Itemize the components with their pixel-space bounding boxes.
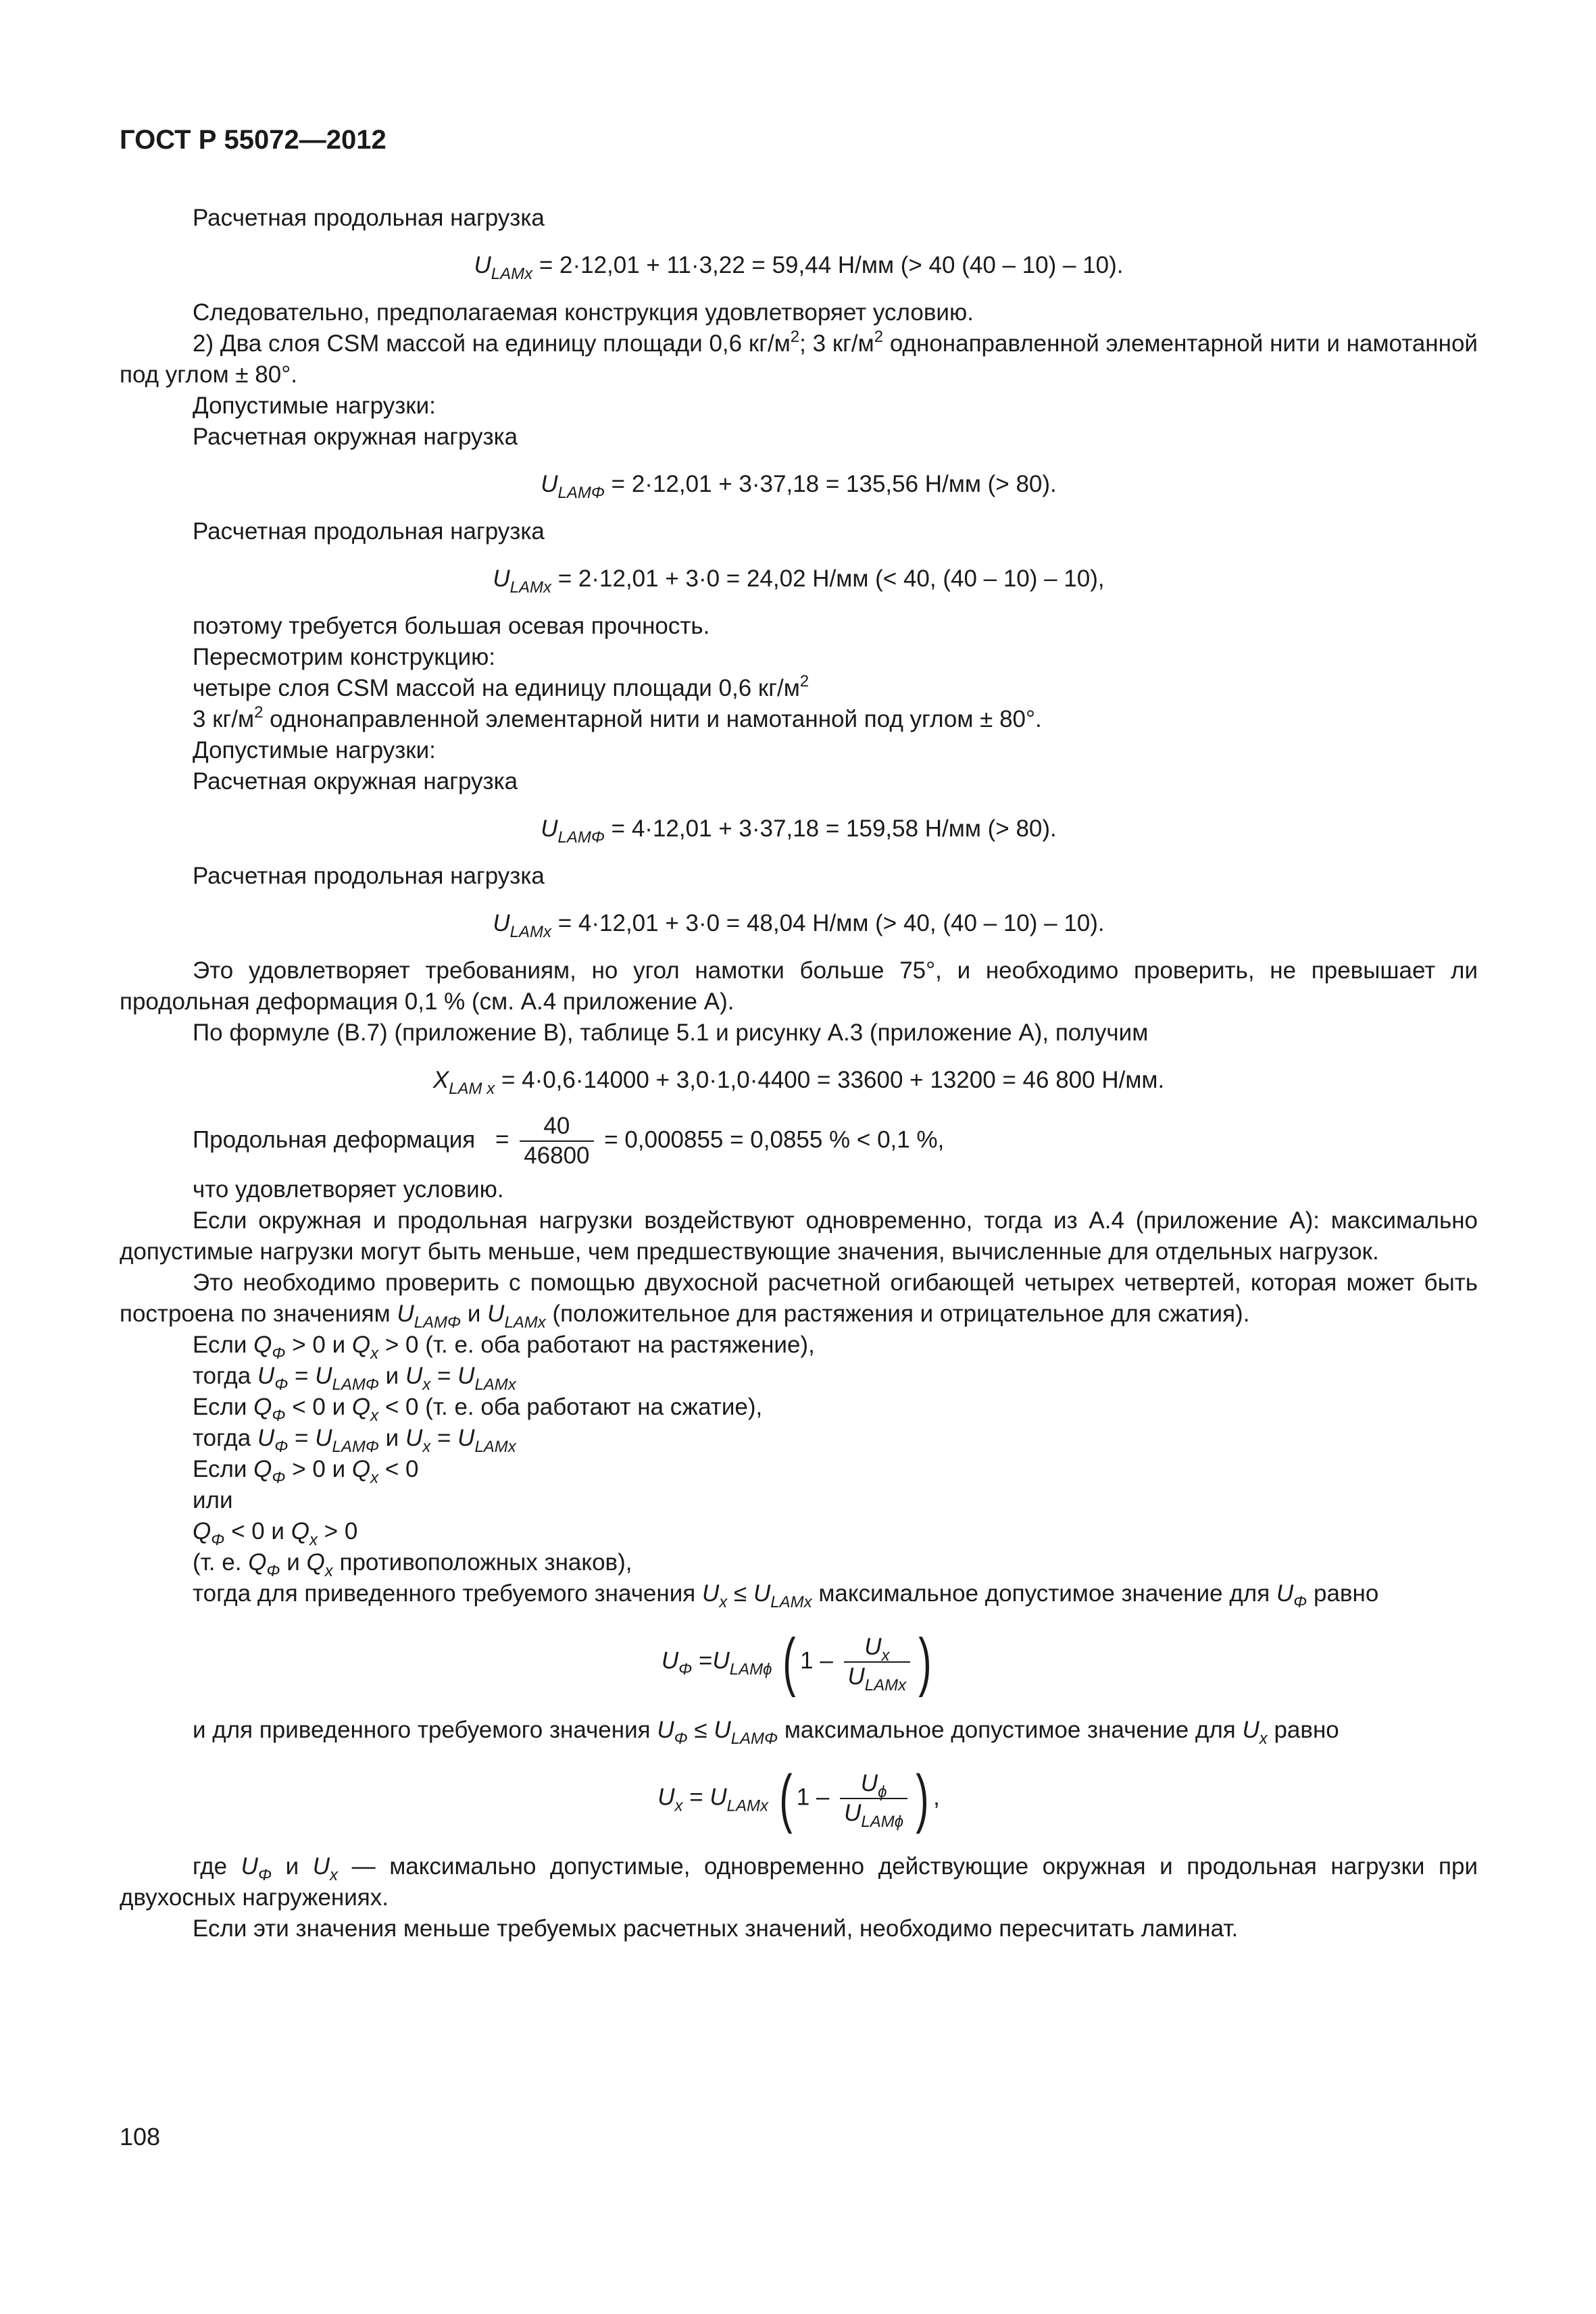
equation-u-lamx-3: $U_{LAMx} = 4\cdot 12,01 + 3\cdot 0 = 48,04$ Н/мм (> 40, (40 – 10) – 10).	[493, 910, 1105, 941]
equation-u-phi: $U_\Phi =U_{LAM\phi}$ ( 1 – $\frac{U_x}{U_{LAMx}}$ )	[661, 1626, 932, 1698]
page-body	[120, 203, 1478, 1944]
condition-line: Если $Q_\Phi < 0$ и $Q_x < 0$ (т. е. оба работают на сжатие),	[193, 1394, 763, 1425]
condition-line: тогда $U_\Phi = U_{LAM\Phi}$ и $U_x = U_{LAMx}$	[193, 1425, 516, 1456]
paragraph: Следовательно, предполагаемая конструкция удовлетворяет условию.	[193, 299, 974, 326]
paragraph: четыре слоя CSM массой на единицу площади 0,6 $кг/м^2$	[193, 672, 809, 701]
paragraph: Допустимые нагрузки:	[193, 737, 436, 763]
page-number: 108	[120, 2123, 161, 2150]
equation-u-lamx-1: $U_{LAMx} = 2\cdot 12,01 + 11\cdot 3,22 = 59,44$ Н/мм (> 40 (40 – 10) – 10).	[474, 252, 1124, 283]
paragraph: Если эти значения меньше требуемых расчетных значений, необходимо пересчитать ламинат.	[193, 1915, 1239, 1942]
paragraph: 3 $кг/м^2$ однонаправленной элементарной нити и намотанной под углом ± 80°.	[193, 703, 1042, 732]
equation-u-lamphi-2: $U_{LAM\Phi} = 4\cdot 12,01 + 3\cdot 37,18 = 159,58$ Н/мм (> 80).	[541, 815, 1057, 847]
condition-line: (т. е. $Q_\Phi$ и $Q_x$ противоположных знаков),	[193, 1549, 632, 1580]
paragraph: Если окружная и продольная нагрузки воздействуют одновременно, тогда из А.4 (приложение А): максимально допустимые нагрузки могут быть меньше, чем предшествующие значения, вычисленные для отдельных нагрузок.	[120, 1207, 1478, 1265]
document-header: ГОСТ Р 55072—2012	[120, 125, 386, 155]
paragraph: тогда для приведенного требуемого значения $U_x \le U_{LAMx}$ максимальное допустимое значение для $U_\Phi$ равно	[193, 1580, 1379, 1611]
paragraph: Расчетная продольная нагрузка	[193, 205, 545, 231]
paragraph: Расчетная окружная нагрузка	[193, 424, 518, 450]
equation-u-x: $U_x = U_{LAMx}$ ( 1 – $\frac{U_\phi}{U_{LAM\phi}}$ ) ,	[657, 1762, 940, 1834]
paragraph: и для приведенного требуемого значения $U_\Phi \le U_{LAM\Phi}$ максимальное допустимое значение для $U_x$ равно	[193, 1717, 1339, 1748]
paragraph: Это необходимо проверить с помощью двухосной расчетной огибающей четырех четвертей, которая может быть построена по значениям $U_{LAM\Phi}$ и $U_{LAMx}$ (положительное для растяжения и отрицательное для сжатия).	[120, 1269, 1478, 1332]
equation-strain: Продольная деформация = $\frac{40}{46800}$ = 0,000855 = 0,0855 % < 0,1 %,	[193, 1113, 945, 1169]
fraction: $\frac{U_\phi}{U_{LAM\phi}}$	[840, 1769, 907, 1828]
paragraph: что удовлетворяет условию.	[193, 1176, 504, 1203]
condition-line: или	[193, 1487, 233, 1513]
paragraph: Допустимые нагрузки:	[193, 393, 436, 419]
equation-u-lamphi-1: $U_{LAM\Phi} = 2\cdot 12,01 + 3\cdot 37,18 = 135,56$ Н/мм (> 80).	[541, 471, 1057, 502]
paragraph: 2) Два слоя CSM массой на единицу площади 0,6 $кг/м^2$; 3 $кг/м^2$ однонаправленной элементарной нити и намотанной под углом ± 80°.	[120, 328, 1478, 388]
condition-line: $Q_\Phi < 0$ и $Q_x > 0$	[193, 1518, 358, 1549]
condition-line: Если $Q_\Phi > 0$ и $Q_x < 0$	[193, 1456, 419, 1487]
paragraph: Расчетная окружная нагрузка	[193, 768, 518, 795]
equation-u-lamx-2: $U_{LAMx} = 2\cdot 12,01 + 3\cdot 0 = 24,02$ Н/мм (< 40, (40 – 10) – 10),	[493, 565, 1105, 597]
condition-line: тогда $U_\Phi = U_{LAM\Phi}$ и $U_x = U_{LAMx}$	[193, 1363, 516, 1394]
paragraph: По формуле (В.7) (приложение В), таблице 5.1 и рисунку А.3 (приложение А), получим	[193, 1020, 1149, 1046]
paragraph: поэтому требуется большая осевая прочность.	[193, 613, 710, 639]
paragraph: Это удовлетворяет требованиям, но угол намотки больше 75°, и необходимо проверить, не превышает ли продольная деформация 0,1 % (см. А.4 приложение А).	[120, 957, 1478, 1015]
paragraph: Расчетная продольная нагрузка	[193, 518, 545, 545]
fraction: $\frac{U_x}{U_{LAMx}}$	[844, 1633, 911, 1691]
condition-line: Если $Q_\Phi > 0$ и $Q_x > 0$ (т. е. оба работают на растяжение),	[193, 1332, 815, 1363]
fraction: $\frac{40}{46800}$	[520, 1112, 593, 1170]
paragraph: Расчетная продольная нагрузка	[193, 863, 545, 889]
paragraph: где $U_\Phi$ и $U_x$ — максимально допустимые, одновременно действующие окружная и продольная нагрузки при двухосных нагружениях.	[120, 1853, 1478, 1911]
paragraph: Пересмотрим конструкцию:	[193, 644, 496, 670]
equation-x-lamx: $X_{LAM x} = 4\cdot 0,6\cdot 14000 + 3,0\cdot 1,0\cdot 4400 = 33600 + 13200 = 46$ 800 Н/мм.	[432, 1067, 1165, 1098]
